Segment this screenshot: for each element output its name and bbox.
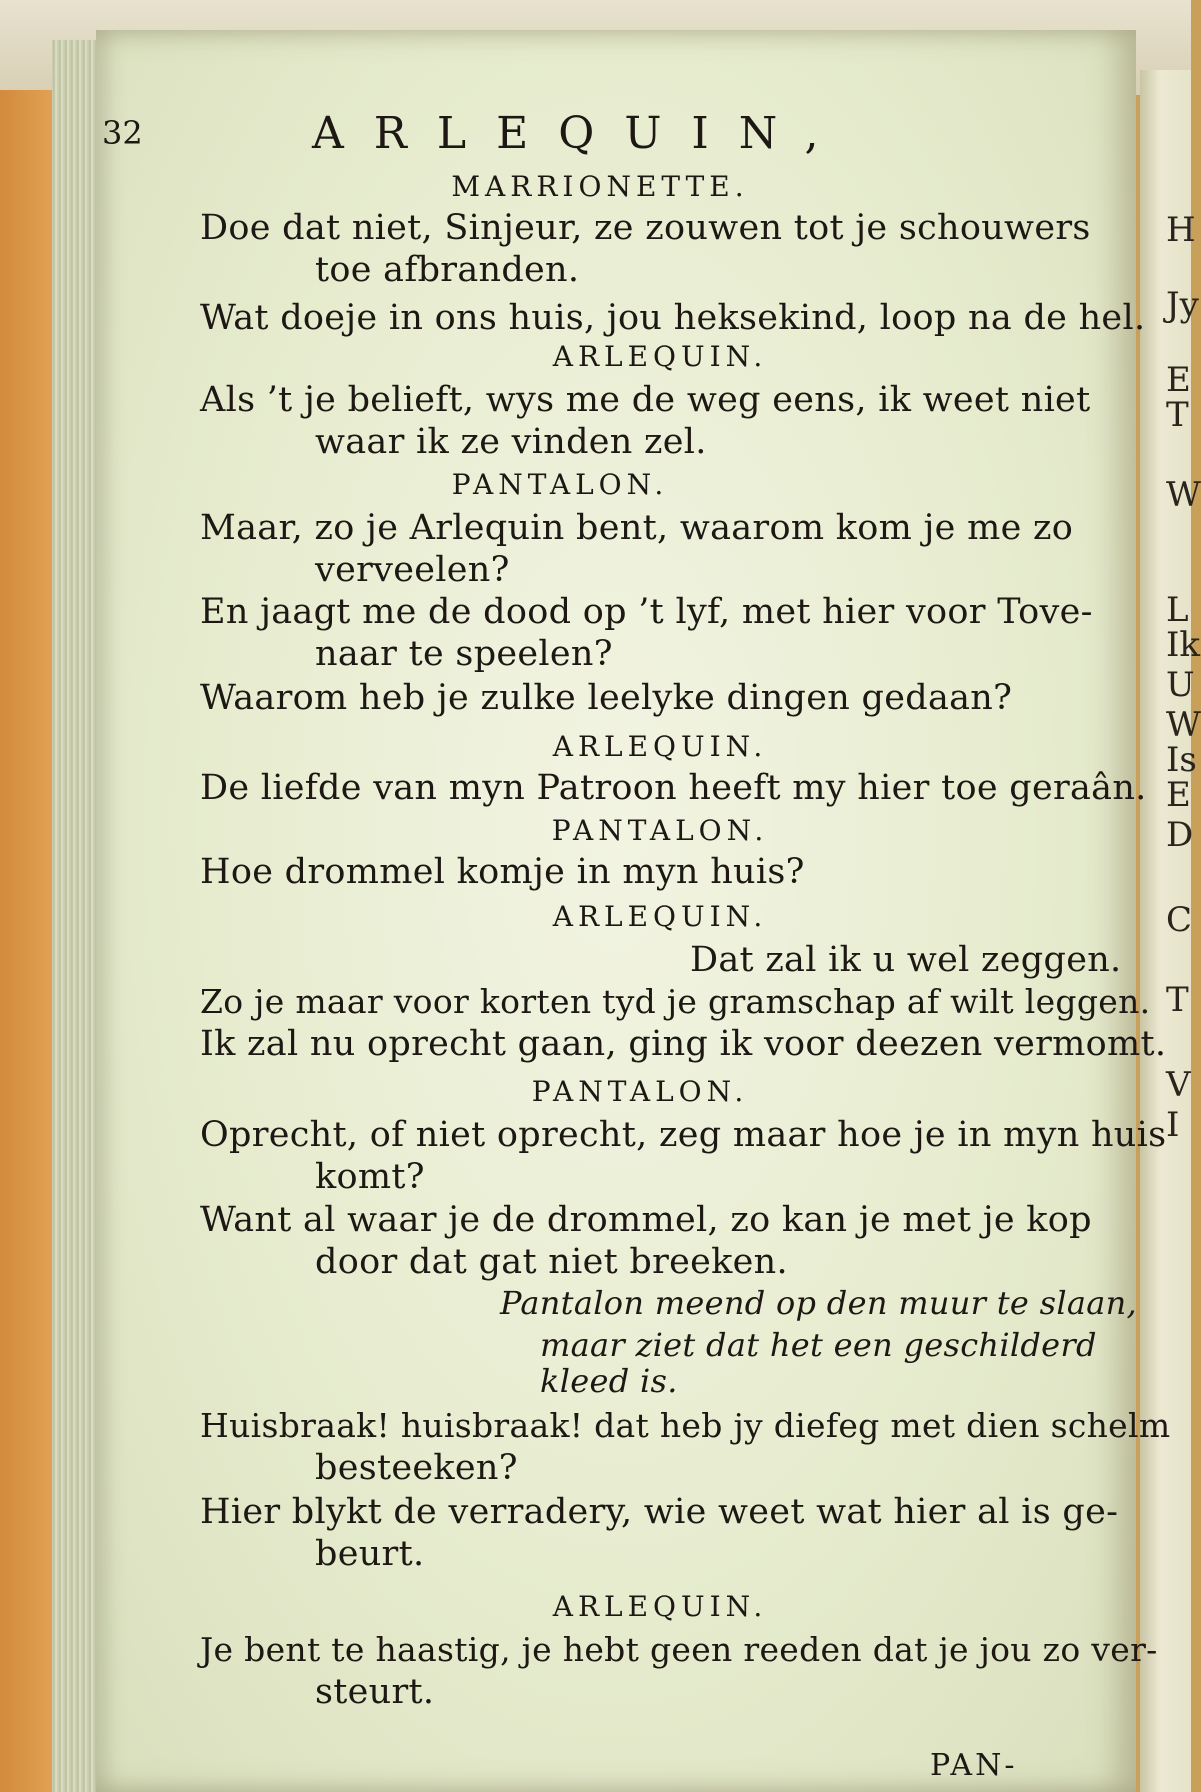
verse-line: komt? xyxy=(315,1157,425,1197)
running-title: ARLEQUIN, xyxy=(312,108,849,159)
verse-line: besteeken? xyxy=(315,1448,518,1488)
verse-line: Hier blykt de verradery, wie weet wat hier al is ge- xyxy=(200,1492,1119,1532)
stage-direction: Pantalon meend op den muur te slaan, xyxy=(500,1284,1138,1322)
verse-line: verveelen? xyxy=(315,550,510,590)
facing-letter: U xyxy=(1166,665,1195,705)
speaker-heading: ARLEQUIN. xyxy=(552,900,768,933)
verse-line: Want al waar je de drommel, zo kan je met je kop xyxy=(200,1200,1092,1240)
verse-line: Maar, zo je Arlequin bent, waarom kom je me zo xyxy=(200,508,1074,548)
speaker-heading: PANTALON. xyxy=(531,1075,749,1108)
stage-direction: maar ziet dat het een geschilderd xyxy=(540,1326,1097,1364)
facing-letter: Is xyxy=(1166,740,1197,780)
verse-line: Dat zal ik u wel zeggen. xyxy=(690,940,1122,980)
verse-line: Als ’t je belieft, wys me de weg eens, ik weet niet xyxy=(200,380,1091,420)
facing-letter: W xyxy=(1166,475,1201,515)
facing-letter: W xyxy=(1166,705,1201,745)
verse-line: De liefde van myn Patroon heeft my hier toe geraân. xyxy=(200,768,1147,808)
page-edge-stack xyxy=(52,40,102,1792)
facing-letter: H xyxy=(1166,210,1196,250)
verse-line: Waarom heb je zulke leelyke dingen gedaan? xyxy=(200,678,1013,718)
facing-letter: T xyxy=(1166,980,1189,1020)
page-header xyxy=(102,108,1022,168)
verse-line: En jaagt me de dood op ’t lyf, met hier voor Tove- xyxy=(200,592,1093,632)
verse-line: Zo je maar voor korten tyd je gramschap af wilt leggen. xyxy=(200,982,1151,1021)
verse-line: Hoe drommel komje in myn huis? xyxy=(200,852,805,892)
verse-line: steurt. xyxy=(315,1672,435,1712)
facing-letter: L xyxy=(1166,590,1189,630)
facing-letter: D xyxy=(1166,815,1194,855)
speaker-heading: ARLEQUIN. xyxy=(552,730,768,763)
verse-line: Wat doeje in ons huis, jou heksekind, loop na de hel. xyxy=(200,298,1146,338)
verse-line: Oprecht, of niet oprecht, zeg maar hoe je in myn huis xyxy=(200,1115,1167,1155)
verse-line: naar te speelen? xyxy=(315,634,613,674)
speaker-heading: MARRIONETTE. xyxy=(451,170,749,203)
verse-line: waar ik ze vinden zel. xyxy=(315,422,707,462)
facing-letter: T xyxy=(1166,395,1189,435)
background-left xyxy=(0,90,60,1792)
speaker-heading: PANTALON. xyxy=(451,468,669,501)
facing-letter: Ik xyxy=(1166,625,1201,665)
verse-line: Je bent te haastig, je hebt geen reeden dat je jou zo ver- xyxy=(200,1630,1158,1669)
verse-line: beurt. xyxy=(315,1534,425,1574)
facing-letter: E xyxy=(1166,775,1191,815)
facing-letter: V xyxy=(1166,1065,1191,1105)
catchword: PAN- xyxy=(930,1748,1018,1783)
facing-letter: Jy xyxy=(1166,285,1199,325)
facing-letter: C xyxy=(1166,900,1193,940)
verse-line: Huisbraak! huisbraak! dat heb jy diefeg met dien schelm xyxy=(200,1406,1171,1445)
verse-line: door dat gat niet breeken. xyxy=(315,1242,788,1282)
verse-line: toe afbranden. xyxy=(315,250,580,290)
page-number: 32 xyxy=(102,114,143,152)
facing-letter: E xyxy=(1166,360,1191,400)
verse-line: Doe dat niet, Sinjeur, ze zouwen tot je schouwers xyxy=(200,208,1091,248)
stage-direction: kleed is. xyxy=(540,1362,678,1400)
speaker-heading: PANTALON. xyxy=(551,814,769,847)
speaker-heading: ARLEQUIN. xyxy=(552,1590,768,1623)
verse-line: Ik zal nu oprecht gaan, ging ik voor deezen vermomt. xyxy=(200,1024,1167,1064)
facing-letter: I xyxy=(1166,1105,1180,1145)
speaker-heading: ARLEQUIN. xyxy=(552,340,768,373)
